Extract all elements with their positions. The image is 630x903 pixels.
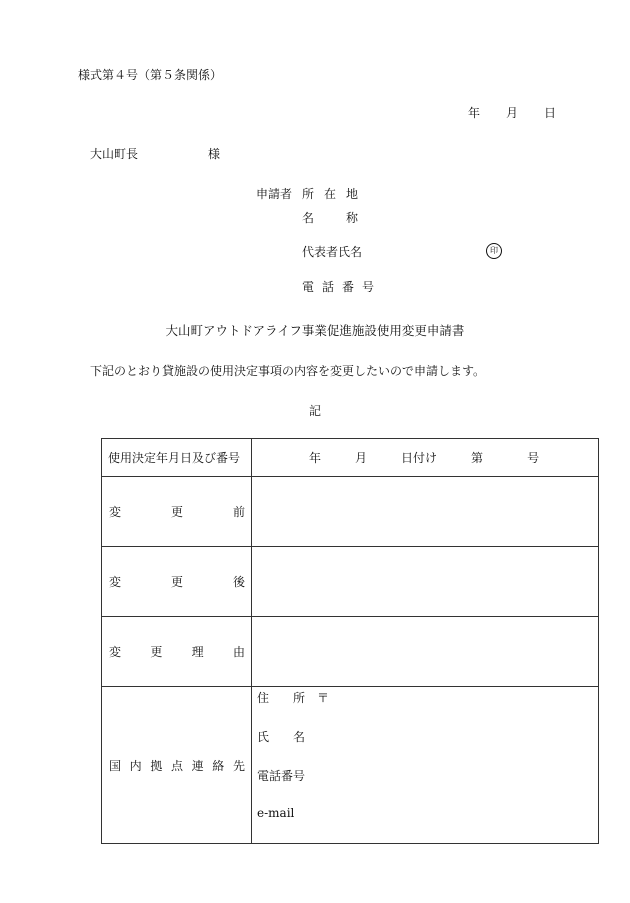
postal-mark: 〒 — [317, 691, 330, 705]
addressee-honorific: 様 — [208, 147, 221, 161]
before-label: 変 更 前 — [109, 505, 245, 519]
table-row-reason — [102, 617, 599, 687]
contact-label-cell — [102, 687, 252, 844]
table-row-before — [102, 477, 599, 547]
date-month: 月 — [506, 106, 519, 120]
decision-label: 使用決定年月日及び番号 — [108, 451, 241, 465]
addressee — [90, 145, 220, 162]
decision-value-cell[interactable] — [252, 439, 599, 477]
before-value-cell[interactable] — [252, 477, 599, 547]
seal-mark: 印 — [486, 243, 502, 259]
applicant-phone-label: 電 話 番 号 — [302, 280, 375, 294]
table-row-contact — [102, 687, 599, 844]
date-year: 年 — [468, 106, 481, 120]
applicant-name-label: 名 称 — [302, 211, 359, 225]
applicant-location-label: 所 在 地 — [302, 187, 359, 201]
contact-address-line: 住 所 〒 — [257, 691, 330, 705]
contact-email-line: e-mail — [257, 806, 295, 820]
reason-value-cell[interactable] — [252, 617, 599, 687]
ki-heading: 記 — [308, 404, 321, 418]
contact-phone-line: 電話番号 — [257, 769, 306, 783]
addressee-name: 大山町長 — [90, 147, 139, 161]
table-row-decision — [102, 439, 599, 477]
date-day: 日 — [544, 106, 557, 120]
after-value-cell[interactable] — [252, 547, 599, 617]
applicant-label: 申請者 — [256, 187, 293, 201]
before-label-cell — [102, 477, 252, 547]
representative-label: 代表者氏名 — [302, 245, 363, 259]
after-label: 変 更 後 — [109, 575, 245, 589]
decision-label-cell — [102, 439, 252, 477]
contact-name-line: 氏 名 — [257, 730, 306, 744]
reason-label-cell — [102, 617, 252, 687]
after-label-cell — [102, 547, 252, 617]
contact-value-cell[interactable] — [252, 687, 599, 844]
contact-label: 国 内 拠 点 連 絡 先 — [109, 758, 245, 773]
decision-value: 年 月 日付け 第 号 — [309, 451, 540, 465]
document-title: 大山町アウトドアライフ事業促進施設使用変更申請書 — [165, 323, 465, 338]
reason-label: 変 更 理 由 — [109, 645, 245, 659]
date-line — [468, 104, 556, 121]
form-number: 様式第４号（第５条関係） — [78, 68, 223, 82]
table-row-after — [102, 547, 599, 617]
body-text: 下記のとおり貸施設の使用決定事項の内容を変更したいので申請します。 — [90, 364, 486, 378]
form-table — [101, 438, 599, 844]
contact-fields — [252, 687, 598, 843]
